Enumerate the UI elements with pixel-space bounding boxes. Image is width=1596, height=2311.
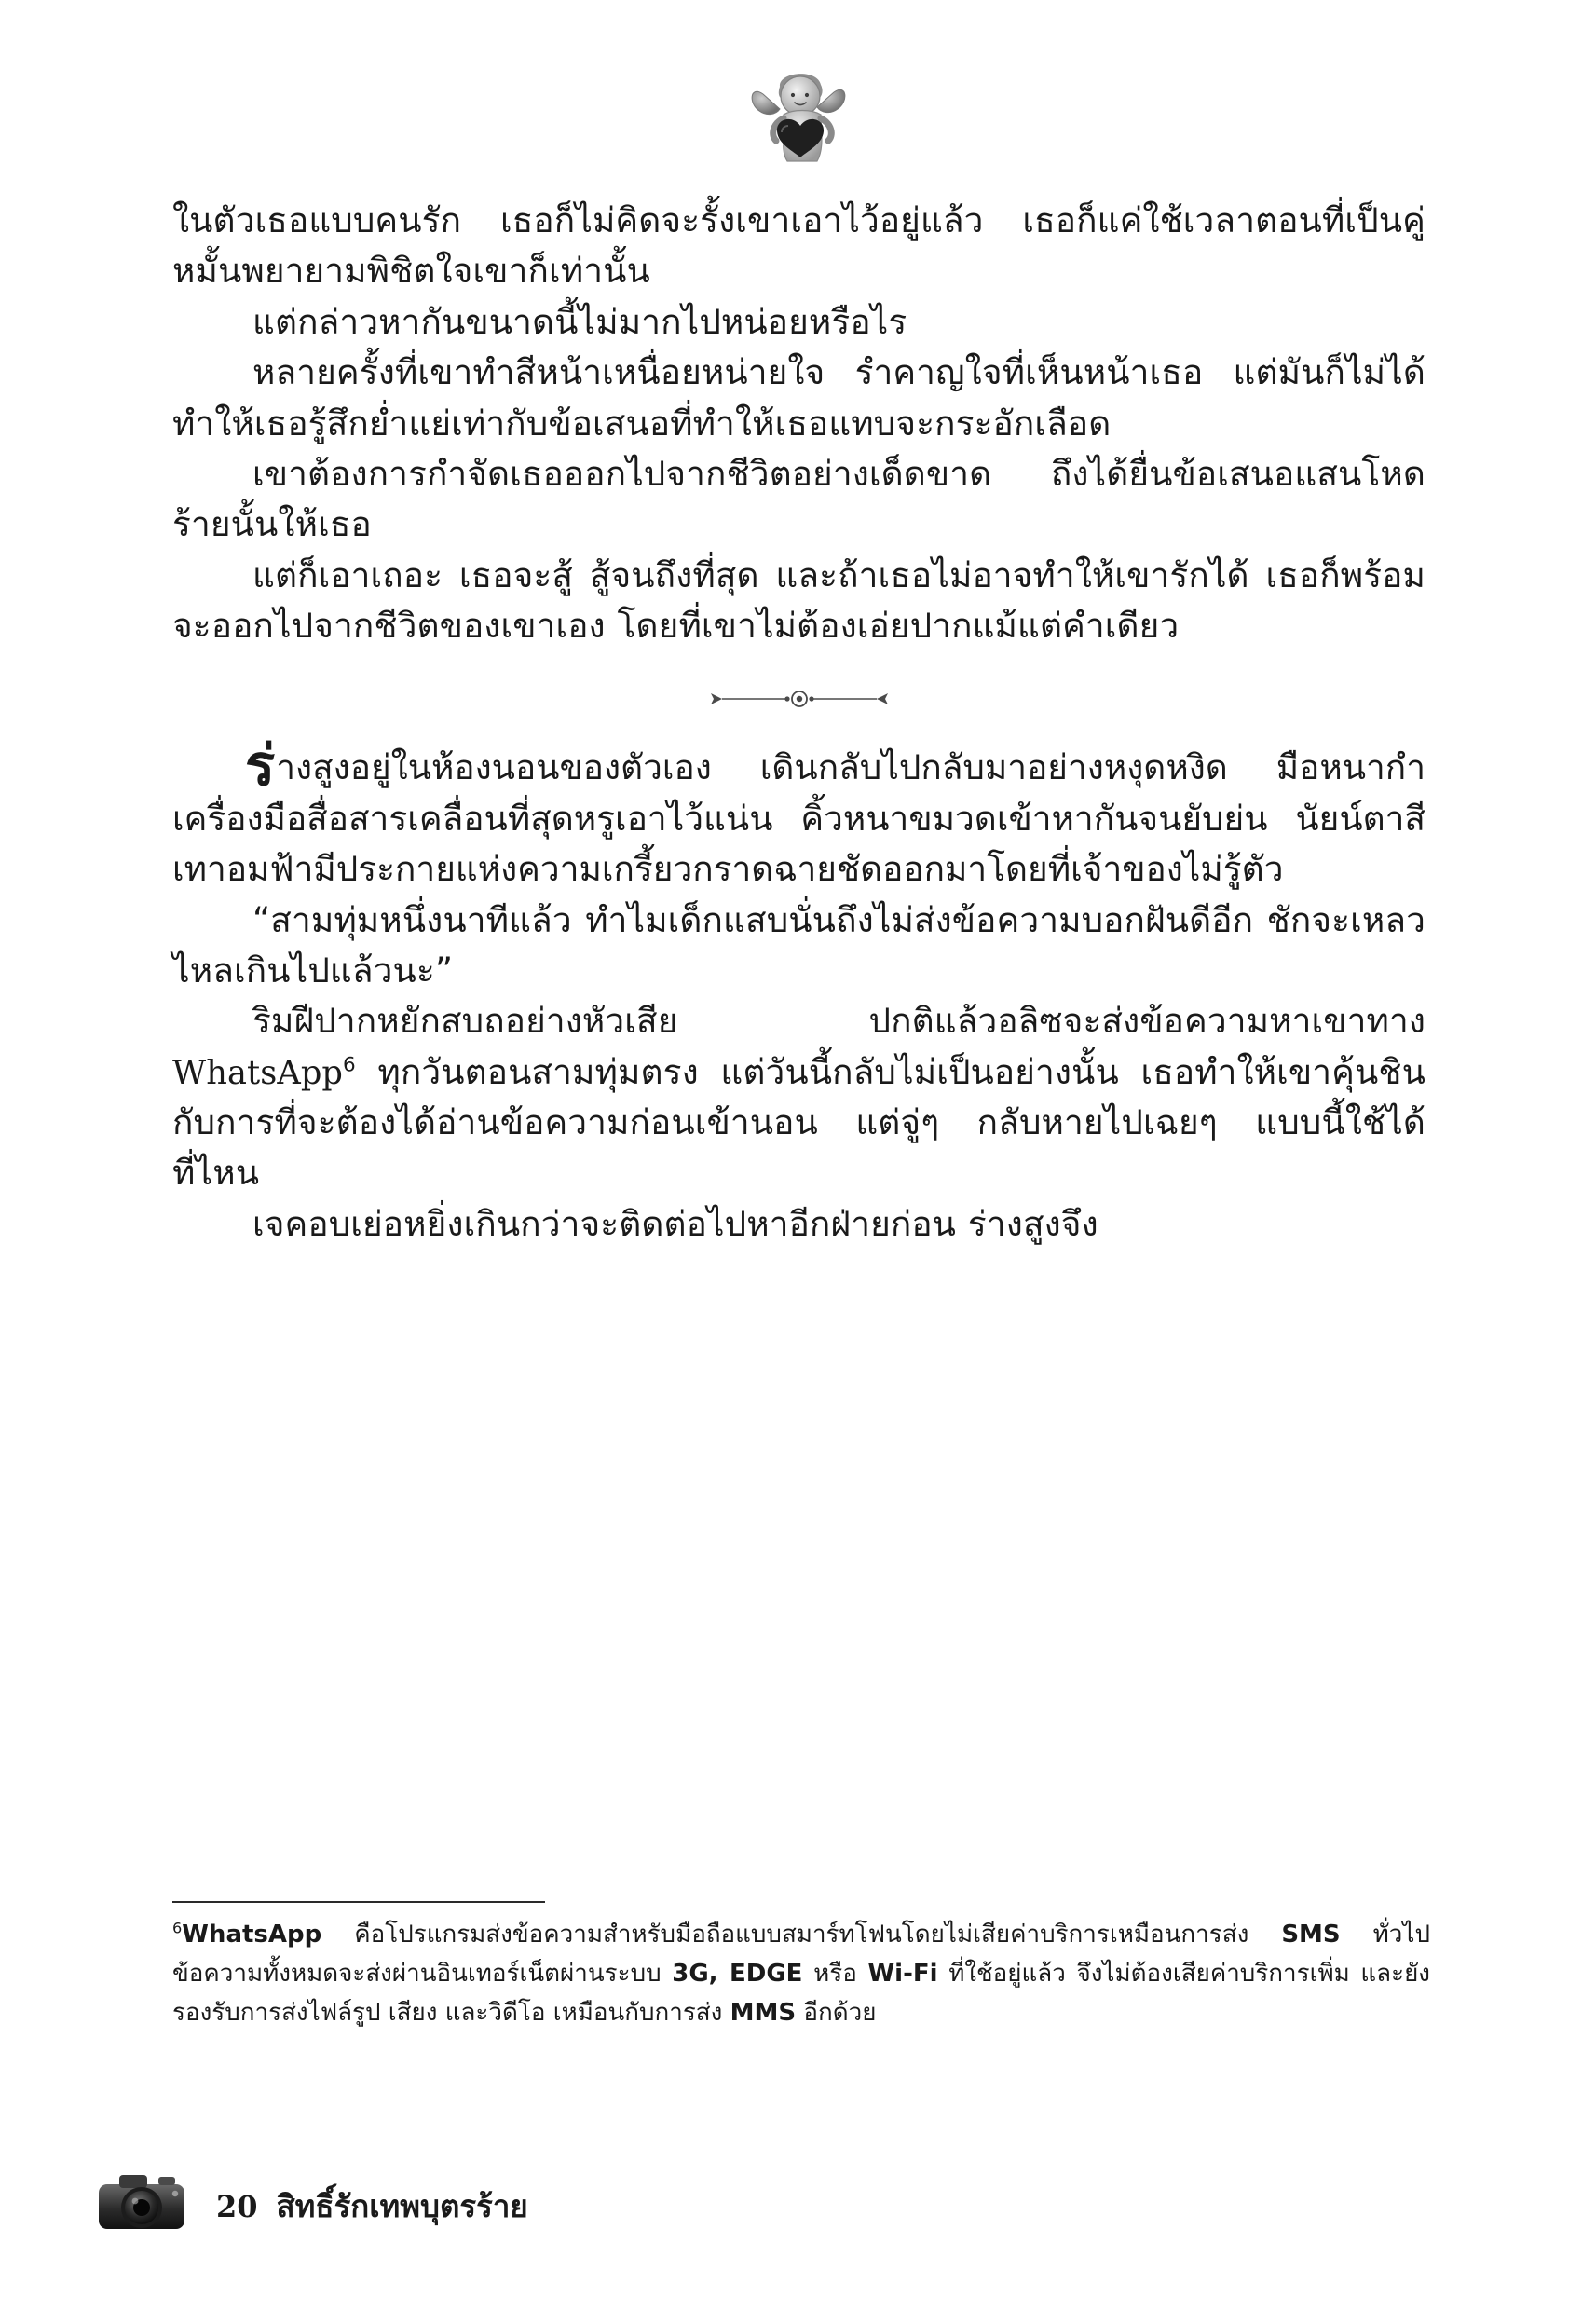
header-ornament	[0, 56, 1596, 177]
footnote-para-after: ทุกวันตอนสามทุ่มตรง แต่วันนี้กลับไม่เป็นอย่างนั้น เธอทำให้เขาคุ้นชินกับการที่จะต้องได้อ่านข้อความก่อนเข้านอน แต่จู่ๆ กลับหายไปเฉยๆ แบบนี้ใช้ได้ที่ไหน	[172, 1051, 1425, 1194]
paragraph-quote: “สามทุ่มหนึ่งนาทีแล้ว ทำไมเด็กแสบนั่นถึงไม่ส่งข้อความบอกฝันดีอีก ชักจะเหลวไหลเกินไปแล้วนะ”	[172, 899, 1425, 991]
page-number: 20	[216, 2189, 258, 2224]
dropcap-paragraph	[172, 733, 1425, 895]
page-footer	[93, 2164, 528, 2238]
footnote-run: หรือ	[802, 1960, 868, 1989]
footnote-run: อีกด้วย	[796, 1999, 877, 2028]
paragraph-with-footnote	[172, 996, 1425, 1199]
footnote-separator	[172, 1901, 545, 1903]
paragraph-2: แต่กล่าวหากันขนาดนี้ไม่มากไปหน่อยหรือไร	[252, 301, 907, 342]
footnote-run: คือโปรแกรมส่งข้อความสำหรับมือถือแบบสมาร์ทโฟนโดยไม่เสียค่าบริการเหมือนการส่ง	[321, 1921, 1282, 1949]
footnote-term: MMS	[730, 1999, 797, 2028]
dropcap-paragraph-text: างสูงอยู่ในห้องนอนของตัวเอง เดินกลับไปกลับมาอย่างหงุดหงิด มือหนากำเครื่องมือสื่อสารเคลื่อนที่สุดหรูเอาไว้แน่น คิ้วหนาขมวดเข้าหากันจนยับย่น นัยน์ตาสีเทาอมฟ้ามีประกายแห่งความเกรี้ยวกราดฉายชัดออกมาโดยที่เจ้าของไม่รู้ตัว	[172, 747, 1425, 890]
cherub-with-heart-illustration	[746, 61, 851, 172]
paragraph-last: เจคอบเย่อหยิ่งเกินกว่าจะติดต่อไปหาอีกฝ่ายก่อน ร่างสูงจึง	[252, 1203, 1098, 1244]
footnote-reference-marker: 6	[343, 1053, 356, 1077]
footnote-term: WhatsApp	[182, 1921, 322, 1949]
footnote-para-before: ริมฝีปากหยักสบถอย่างหัวเสีย ปกติแล้วอลิซจะส่งข้อความหาเขาทาง	[252, 1001, 1425, 1042]
footnote-term: Wi-Fi	[867, 1960, 938, 1989]
footnote-run: ทั่วไป ข้อความทั้งหมดจะส่งผ่านอินเทอร์เน็ตผ่านระบบ	[172, 1921, 1430, 1989]
body-text	[172, 196, 1425, 1250]
paragraph-1: ในตัวเธอแบบคนรัก เธอก็ไม่คิดจะรั้งเขาเอาไว้อยู่แล้ว เธอก็แค่ใช้เวลาตอนที่เป็นคู่หมั้นพยายามพิชิตใจเขาก็เท่านั้น	[172, 200, 1425, 292]
drop-cap: ร่	[245, 733, 276, 800]
footer-text	[216, 2181, 528, 2238]
book-title: สิทธิ์รักเทพบุตรร้าย	[276, 2188, 528, 2224]
paragraph-5: แต่ก็เอาเถอะ เธอจะสู้ สู้จนถึงที่สุด และถ้าเธอไม่อาจทำให้เขารักได้ เธอก็พร้อมจะออกไปจากชีวิตของเขาเอง โดยที่เขาไม่ต้องเอ่ยปากแม้แต่คำเดียว	[172, 554, 1425, 646]
footnote-body	[172, 1921, 1430, 2027]
footnote-text	[172, 1915, 1430, 2032]
footnote-number: 6	[172, 1919, 183, 1937]
ornamental-divider	[172, 683, 1425, 715]
camera-icon	[93, 2164, 194, 2238]
paragraph-3: หลายครั้งที่เขาทำสีหน้าเหนื่อยหน่ายใจ รำคาญใจที่เห็นหน้าเธอ แต่มันก็ไม่ได้ทำให้เธอรู้สึกย่ำแย่เท่ากับข้อเสนอที่ทำให้เธอแทบจะกระอักเลือด	[172, 352, 1425, 444]
footnote-term: SMS	[1281, 1921, 1341, 1949]
footnote-term: 3G, EDGE	[672, 1960, 803, 1989]
whatsapp-term: WhatsApp	[172, 1053, 344, 1092]
paragraph-4: เขาต้องการกำจัดเธอออกไปจากชีวิตอย่างเด็ดขาด ถึงได้ยื่นข้อเสนอแสนโหดร้ายนั้นให้เธอ	[172, 453, 1425, 545]
footnote-run: ที่ใช้อยู่แล้ว จึงไม่ต้องเสียค่าบริการเพิ่ม และยังรองรับการส่งไฟล์รูป เสียง และวิดีโอ เหมือนกับการส่ง	[172, 1960, 1430, 2028]
